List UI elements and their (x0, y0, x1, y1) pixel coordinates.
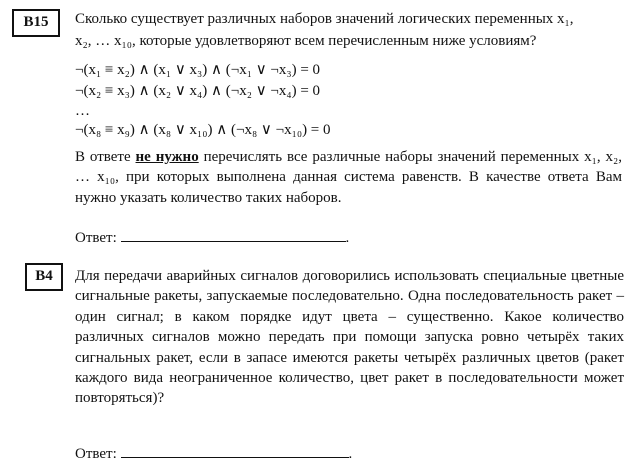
b15-answer-label: Ответ: (75, 230, 117, 246)
b15-question-line-2: x₂, … x₁₀, которые удовлетворяют всем перечисленным ниже условиям? (75, 33, 537, 49)
task-number-badge-b4: B4 (25, 263, 63, 291)
b15-answer-row: Ответ: . (75, 227, 349, 247)
b15-instruction-emphasis: не нужно (135, 149, 199, 165)
b15-equation-ellipsis: … (75, 103, 90, 119)
b15-question-line-1: Сколько существует различных наборов значений логических переменных x₁, (75, 11, 574, 27)
b4-answer-field[interactable] (121, 443, 349, 458)
b15-equation-last: ¬(x₈ ≡ x₉) ∧ (x₈ ∨ x₁₀) ∧ (¬x₈ ∨ ¬x₁₀) = 0 (75, 122, 331, 138)
b15-answer-field[interactable] (121, 227, 346, 242)
b15-equation-1: ¬(x₁ ≡ x₂) ∧ (x₁ ∨ x₃) ∧ (¬x₁ ∨ ¬x₃) = 0 (75, 62, 321, 78)
b4-answer-row: Ответ: . (75, 443, 352, 463)
b4-answer-label: Ответ: (75, 446, 117, 462)
b15-instruction-rest: перечислять все различные наборы значений переменных x₁, x₂, … x₁₀, при которых выполнена данная система равенств. В качестве ответа Вам нужно указать количество таких наборов. (75, 149, 623, 206)
b15-equation-2: ¬(x₂ ≡ x₃) ∧ (x₂ ∨ x₄) ∧ (¬x₂ ∨ ¬x₄) = 0 (75, 83, 321, 99)
task-number-badge-b15: B15 (12, 9, 60, 37)
b15-instruction (75, 147, 622, 208)
b15-instruction-prefix: В ответе (75, 149, 136, 165)
b4-question-text: Для передачи аварийных сигналов договорились использовать специальные цветные сигнальные ракеты, запускаемые последовательно. Одна последовательность ракет – один сигнал; в каком порядке идут цвета – существенно. Какое количество различных сигналов можно передать при помощи запуска ровно четырёх таких сигнальных ракет, если в запасе имеются ракеты четырёх различных цветов (ракет каждого вида неограниченное количество, цвет ракет в последовательности может повторяться)? (75, 268, 624, 407)
